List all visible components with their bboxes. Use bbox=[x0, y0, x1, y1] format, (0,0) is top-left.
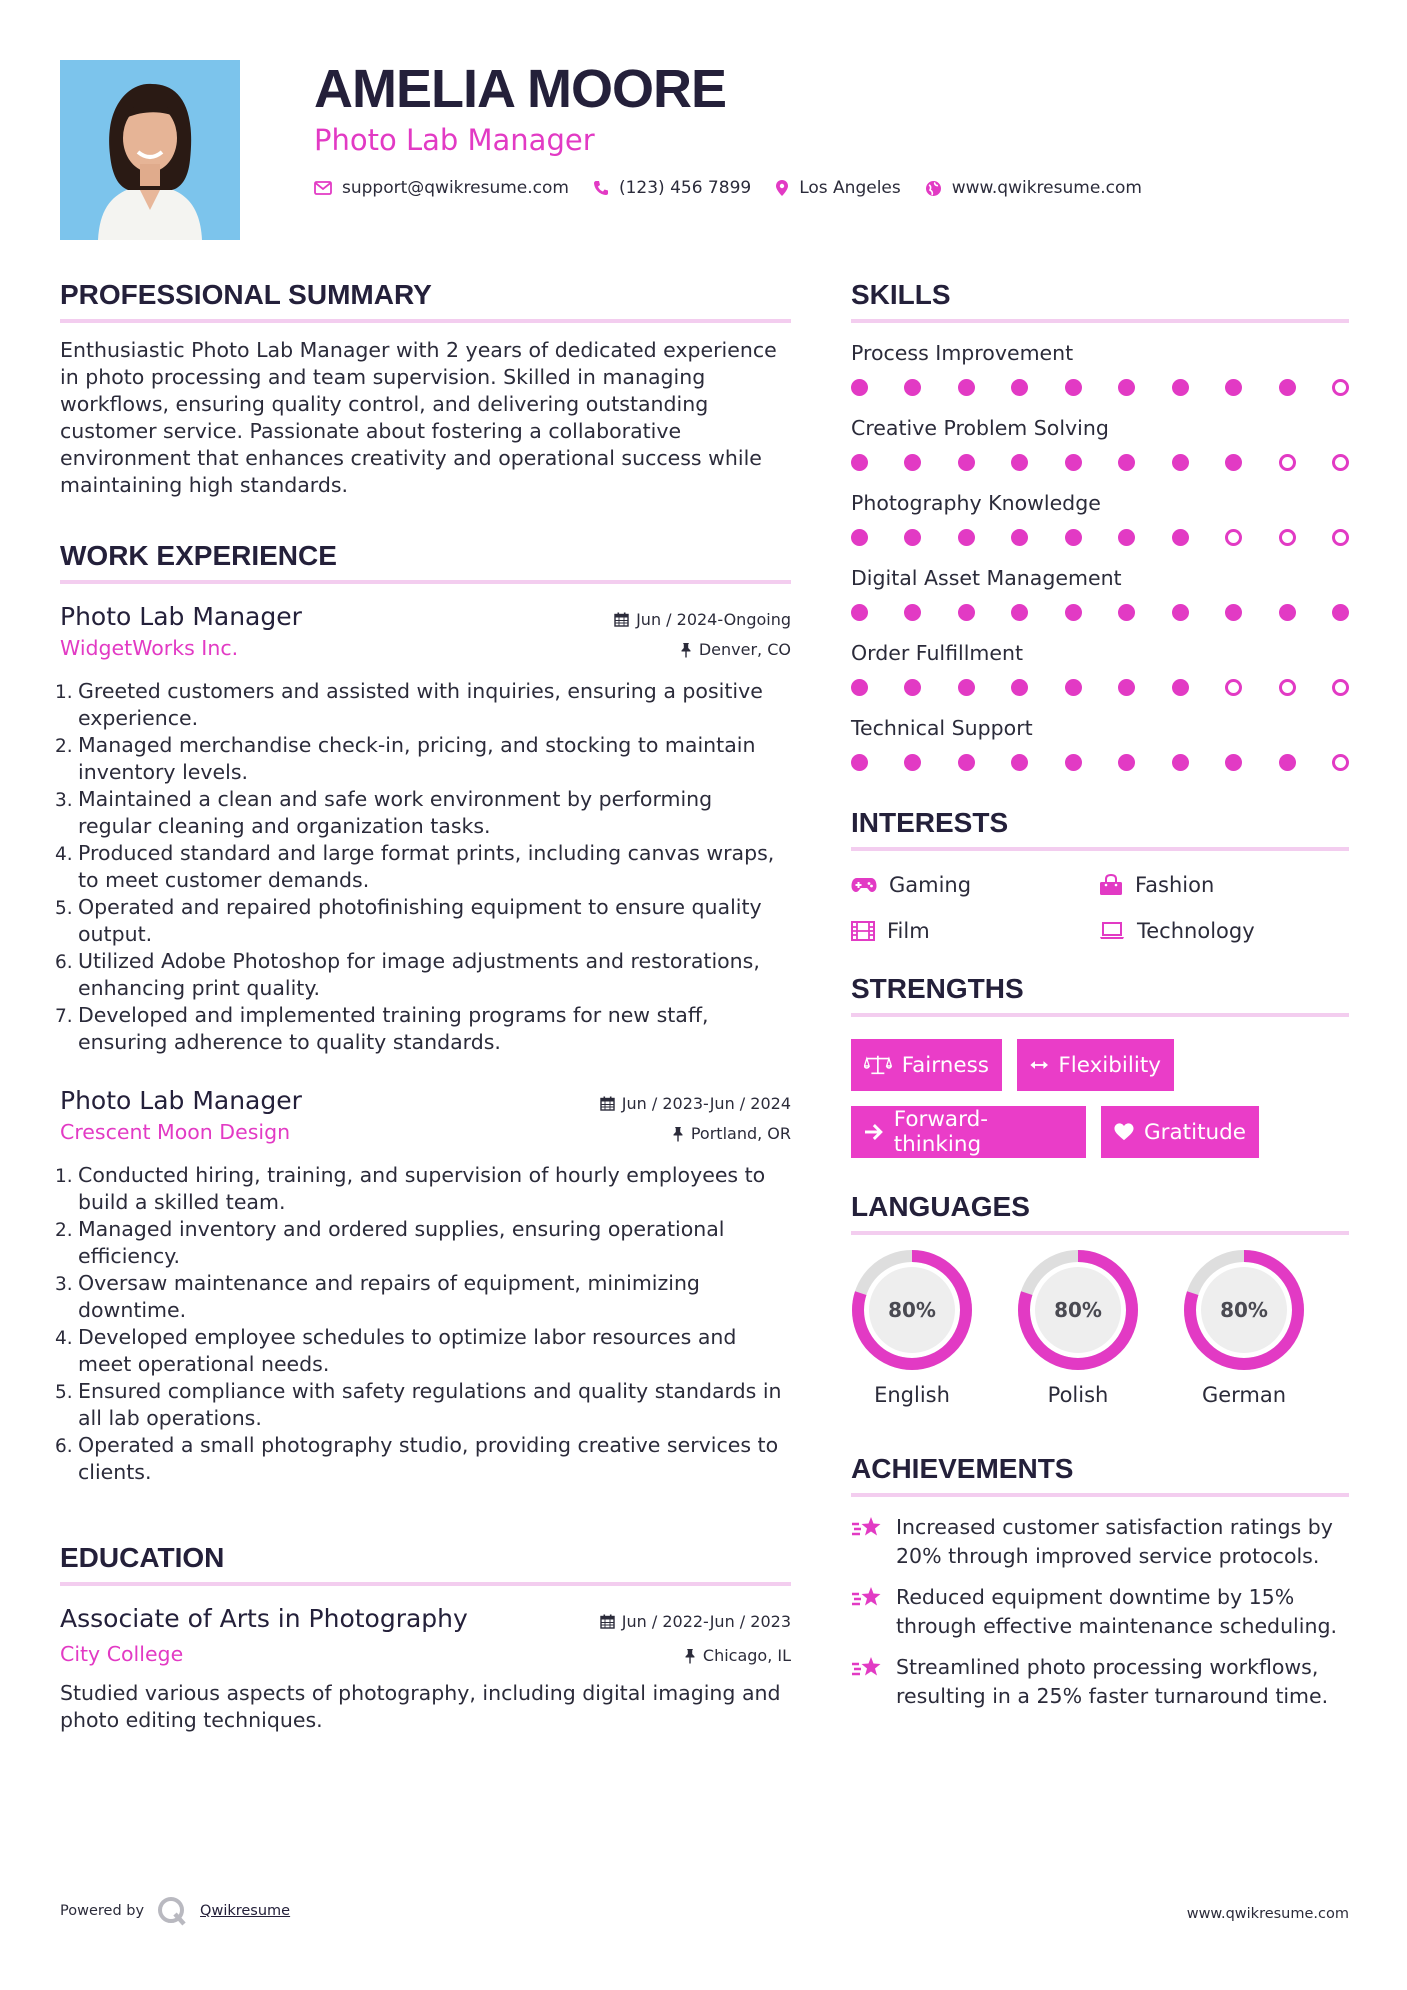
skill-rating bbox=[851, 377, 1349, 399]
location-text: Los Angeles bbox=[799, 178, 901, 198]
contact-row bbox=[314, 178, 1156, 198]
job-bullets bbox=[55, 1162, 791, 1486]
rating-dot-empty bbox=[1332, 529, 1349, 546]
section-divider bbox=[60, 319, 791, 323]
rating-dot-empty bbox=[1279, 529, 1296, 546]
achievements-section bbox=[851, 1449, 1349, 1711]
skills-section bbox=[851, 275, 1349, 787]
education-section bbox=[60, 1538, 791, 1734]
interests-section bbox=[851, 803, 1349, 959]
list-item: 4. Developed employee schedules to optimize labor resources and meet operational needs. bbox=[55, 1325, 737, 1376]
job-location: Denver, CO bbox=[680, 640, 791, 659]
rating-dot-filled bbox=[851, 679, 868, 696]
strength-tag: Fairness bbox=[851, 1039, 1002, 1091]
rating-dot-filled bbox=[1065, 529, 1082, 546]
rating-dot-filled bbox=[1011, 604, 1028, 621]
pushpin-icon bbox=[672, 1126, 684, 1142]
map-pin-icon bbox=[775, 179, 789, 197]
rating-dot-filled bbox=[851, 754, 868, 771]
rating-dot-filled bbox=[1172, 754, 1189, 771]
job-location: Portland, OR bbox=[672, 1124, 791, 1143]
job-company: Crescent Moon Design bbox=[60, 1120, 291, 1144]
languages-heading: LANGUAGES bbox=[851, 1191, 1030, 1222]
language-name: Polish bbox=[1047, 1383, 1109, 1407]
arrows-horizontal-icon bbox=[1030, 1058, 1048, 1072]
rating-dot-empty bbox=[1332, 679, 1349, 696]
rating-dot-filled bbox=[904, 604, 921, 621]
rating-dot-filled bbox=[958, 679, 975, 696]
list-item: 2. Managed inventory and ordered supplies, ensuring operational efficiency. bbox=[55, 1217, 725, 1268]
job-bullets bbox=[55, 678, 791, 1056]
rating-dot-filled bbox=[1225, 604, 1242, 621]
section-divider bbox=[60, 1582, 791, 1586]
language-name: German bbox=[1201, 1383, 1287, 1407]
interest-fashion: Fashion bbox=[1099, 873, 1214, 897]
languages-section bbox=[851, 1187, 1349, 1439]
rating-dot-filled bbox=[1279, 754, 1296, 771]
rating-dot-filled bbox=[1065, 604, 1082, 621]
interests-heading: INTERESTS bbox=[851, 807, 1009, 838]
footer-website[interactable]: www.qwikresume.com bbox=[1186, 1906, 1349, 1922]
strengths-section bbox=[851, 969, 1349, 1161]
rating-dot-filled bbox=[958, 454, 975, 471]
language-name: English bbox=[874, 1383, 950, 1407]
list-item: 3. Maintained a clean and safe work environment by performing regular cleaning and organization tasks. bbox=[55, 787, 713, 838]
rating-dot-filled bbox=[1332, 604, 1349, 621]
language-item bbox=[1017, 1249, 1139, 1407]
rating-dot-filled bbox=[904, 379, 921, 396]
skill-name: Creative Problem Solving bbox=[851, 416, 1109, 440]
rating-dot-filled bbox=[958, 754, 975, 771]
contact-website[interactable] bbox=[925, 178, 1142, 198]
rating-dot-filled bbox=[1011, 679, 1028, 696]
list-item: 4. Produced standard and large format prints, including canvas wraps, to meet customer demands. bbox=[55, 841, 775, 892]
rating-dot-empty bbox=[1332, 379, 1349, 396]
qwikresume-logo-icon bbox=[156, 1895, 188, 1927]
language-percent: 80% bbox=[888, 1298, 936, 1322]
job-date: Jun / 2023-Jun / 2024 bbox=[600, 1094, 791, 1113]
skill-rating bbox=[851, 527, 1349, 549]
qwikresume-link[interactable]: Qwikresume bbox=[200, 1903, 291, 1919]
skill-name: Digital Asset Management bbox=[851, 566, 1122, 590]
language-item bbox=[1183, 1249, 1305, 1407]
degree-title: Associate of Arts in Photography bbox=[60, 1604, 468, 1633]
skill-name: Photography Knowledge bbox=[851, 491, 1101, 515]
skills-list bbox=[851, 337, 1349, 787]
rating-dot-filled bbox=[851, 529, 868, 546]
gamepad-icon bbox=[851, 877, 877, 893]
rating-dot-empty bbox=[1279, 679, 1296, 696]
rating-dot-filled bbox=[851, 454, 868, 471]
interest-gaming: Gaming bbox=[851, 873, 971, 897]
rating-dot-empty bbox=[1279, 454, 1296, 471]
rating-dot-filled bbox=[1225, 454, 1242, 471]
summary-section bbox=[60, 275, 791, 499]
achievements-heading: ACHIEVEMENTS bbox=[851, 1453, 1074, 1484]
footer-powered-by bbox=[60, 1895, 290, 1927]
section-divider bbox=[60, 580, 791, 584]
job-entry-1 bbox=[55, 598, 791, 1056]
education-text: Studied various aspects of photography, including digital imaging and photo editing techniques. bbox=[60, 1681, 781, 1732]
calendar-icon bbox=[614, 612, 629, 627]
powered-by-text: Powered by bbox=[60, 1903, 145, 1919]
strengths-heading: STRENGTHS bbox=[851, 973, 1024, 1004]
contact-location bbox=[775, 178, 901, 198]
summary-text: Enthusiastic Photo Lab Manager with 2 years of dedicated experience in photo processing and team supervision. Skilled in managing workflows, ensuring quality control, and delivering outstanding customer service. Passionate about fostering a collaborative environment that enhances creativity and operational success while maintaining high standards. bbox=[60, 338, 777, 497]
skill-row bbox=[851, 637, 1349, 712]
rating-dot-empty bbox=[1225, 529, 1242, 546]
section-divider bbox=[851, 847, 1349, 851]
skill-rating bbox=[851, 602, 1349, 624]
rating-dot-filled bbox=[1172, 529, 1189, 546]
laptop-icon bbox=[1099, 922, 1125, 940]
candidate-role: Photo Lab Manager bbox=[314, 123, 595, 157]
language-percent: 80% bbox=[1054, 1298, 1102, 1322]
pushpin-icon bbox=[684, 1648, 696, 1664]
list-item: 6. Utilized Adobe Photoshop for image adjustments and restorations, enhancing print quality. bbox=[55, 949, 760, 1000]
achievement-item: Increased customer satisfaction ratings by 20% through improved service protocols. bbox=[851, 1513, 1349, 1571]
section-divider bbox=[851, 319, 1349, 323]
skill-row bbox=[851, 412, 1349, 487]
website-text: www.qwikresume.com bbox=[951, 178, 1142, 198]
film-icon bbox=[851, 921, 875, 941]
shooting-star-icon bbox=[851, 1655, 883, 1681]
section-divider bbox=[851, 1493, 1349, 1497]
contact-phone[interactable] bbox=[593, 178, 751, 198]
phone-text: (123) 456 7899 bbox=[618, 178, 752, 198]
skill-rating bbox=[851, 752, 1349, 774]
list-item: 3. Oversaw maintenance and repairs of equipment, minimizing downtime. bbox=[55, 1271, 700, 1322]
rating-dot-filled bbox=[851, 604, 868, 621]
rating-dot-filled bbox=[1118, 604, 1135, 621]
rating-dot-filled bbox=[904, 754, 921, 771]
balance-scale-icon bbox=[864, 1054, 892, 1076]
globe-icon bbox=[925, 180, 942, 197]
education-heading: EDUCATION bbox=[60, 1542, 225, 1573]
skill-row bbox=[851, 487, 1349, 562]
job-company: WidgetWorks Inc. bbox=[60, 636, 239, 660]
rating-dot-filled bbox=[851, 379, 868, 396]
rating-dot-filled bbox=[904, 454, 921, 471]
skill-name: Technical Support bbox=[851, 716, 1033, 740]
skill-name: Process Improvement bbox=[851, 341, 1074, 365]
job-entry-2 bbox=[55, 1082, 791, 1486]
skill-rating bbox=[851, 677, 1349, 699]
rating-dot-filled bbox=[1065, 379, 1082, 396]
language-percent: 80% bbox=[1220, 1298, 1268, 1322]
contact-email[interactable] bbox=[314, 178, 569, 198]
rating-dot-filled bbox=[1118, 679, 1135, 696]
rating-dot-filled bbox=[1172, 604, 1189, 621]
school-name: City College bbox=[60, 1642, 184, 1666]
rating-dot-filled bbox=[1279, 379, 1296, 396]
language-item bbox=[851, 1249, 973, 1407]
phone-icon bbox=[593, 180, 609, 196]
strength-tag: Forward-thinking bbox=[851, 1106, 1086, 1158]
left-column bbox=[55, 275, 791, 1734]
rating-dot-filled bbox=[1172, 679, 1189, 696]
heart-icon bbox=[1114, 1122, 1134, 1142]
strength-tag: Flexibility bbox=[1017, 1039, 1174, 1091]
rating-dot-filled bbox=[958, 604, 975, 621]
rating-dot-empty bbox=[1225, 679, 1242, 696]
list-item: 5. Ensured compliance with safety regulations and quality standards in all lab operations. bbox=[55, 1379, 782, 1430]
rating-dot-filled bbox=[958, 529, 975, 546]
rating-dot-filled bbox=[1011, 754, 1028, 771]
summary-heading: PROFESSIONAL SUMMARY bbox=[60, 279, 432, 310]
rating-dot-filled bbox=[904, 679, 921, 696]
rating-dot-filled bbox=[1172, 379, 1189, 396]
education-location: Chicago, IL bbox=[684, 1646, 791, 1665]
rating-dot-filled bbox=[1225, 754, 1242, 771]
rating-dot-filled bbox=[1065, 679, 1082, 696]
shopping-bag-icon bbox=[1099, 874, 1123, 896]
shooting-star-icon bbox=[851, 1585, 883, 1611]
skill-rating bbox=[851, 452, 1349, 474]
envelope-icon bbox=[314, 181, 332, 195]
interest-technology: Technology bbox=[1099, 919, 1255, 943]
skill-row bbox=[851, 712, 1349, 787]
section-divider bbox=[851, 1013, 1349, 1017]
skills-heading: SKILLS bbox=[851, 279, 951, 310]
candidate-name: AMELIA MOORE bbox=[314, 59, 726, 119]
skill-name: Order Fulfillment bbox=[851, 641, 1024, 665]
list-item: 5. Operated and repaired photofinishing equipment to ensure quality output. bbox=[55, 895, 762, 946]
arrow-right-icon bbox=[864, 1123, 884, 1141]
right-column bbox=[851, 275, 1349, 1723]
experience-section bbox=[55, 536, 791, 1486]
skill-row bbox=[851, 562, 1349, 637]
rating-dot-filled bbox=[1011, 379, 1028, 396]
pushpin-icon bbox=[680, 642, 692, 658]
strength-tag: Gratitude bbox=[1101, 1106, 1259, 1158]
achievement-item: Streamlined photo processing workflows, resulting in a 25% faster turnaround time. bbox=[851, 1653, 1349, 1711]
experience-heading: WORK EXPERIENCE bbox=[60, 540, 337, 571]
rating-dot-filled bbox=[904, 529, 921, 546]
rating-dot-filled bbox=[1011, 529, 1028, 546]
achievement-item: Reduced equipment downtime by 15% through effective maintenance scheduling. bbox=[851, 1583, 1349, 1641]
rating-dot-filled bbox=[1172, 454, 1189, 471]
list-item: 7. Developed and implemented training programs for new staff, ensuring adherence to quality standards. bbox=[55, 1003, 709, 1054]
rating-dot-filled bbox=[1118, 379, 1135, 396]
rating-dot-filled bbox=[1118, 454, 1135, 471]
calendar-icon bbox=[600, 1614, 615, 1629]
section-divider bbox=[851, 1231, 1349, 1235]
calendar-icon bbox=[600, 1096, 615, 1111]
education-date: Jun / 2022-Jun / 2023 bbox=[600, 1612, 791, 1631]
job-date: Jun / 2024-Ongoing bbox=[614, 610, 791, 629]
rating-dot-empty bbox=[1332, 454, 1349, 471]
list-item: 1. Conducted hiring, training, and supervision of hourly employees to build a skilled team. bbox=[55, 1163, 766, 1214]
list-item: 2. Managed merchandise check-in, pricing, and stocking to maintain inventory levels. bbox=[55, 733, 756, 784]
interest-film: Film bbox=[851, 919, 930, 943]
rating-dot-filled bbox=[1065, 754, 1082, 771]
rating-dot-filled bbox=[1118, 754, 1135, 771]
rating-dot-empty bbox=[1332, 754, 1349, 771]
shooting-star-icon bbox=[851, 1515, 883, 1541]
rating-dot-filled bbox=[1118, 529, 1135, 546]
list-item: 6. Operated a small photography studio, providing creative services to clients. bbox=[55, 1433, 779, 1484]
job-title: Photo Lab Manager bbox=[60, 602, 302, 631]
rating-dot-filled bbox=[1011, 454, 1028, 471]
profile-photo bbox=[60, 60, 240, 240]
job-title: Photo Lab Manager bbox=[60, 1086, 302, 1115]
rating-dot-filled bbox=[1279, 604, 1296, 621]
email-text: support@qwikresume.com bbox=[342, 178, 569, 198]
rating-dot-filled bbox=[1225, 379, 1242, 396]
rating-dot-filled bbox=[958, 379, 975, 396]
skill-row bbox=[851, 337, 1349, 412]
list-item: 1. Greeted customers and assisted with inquiries, ensuring a positive experience. bbox=[55, 679, 763, 730]
rating-dot-filled bbox=[1065, 454, 1082, 471]
